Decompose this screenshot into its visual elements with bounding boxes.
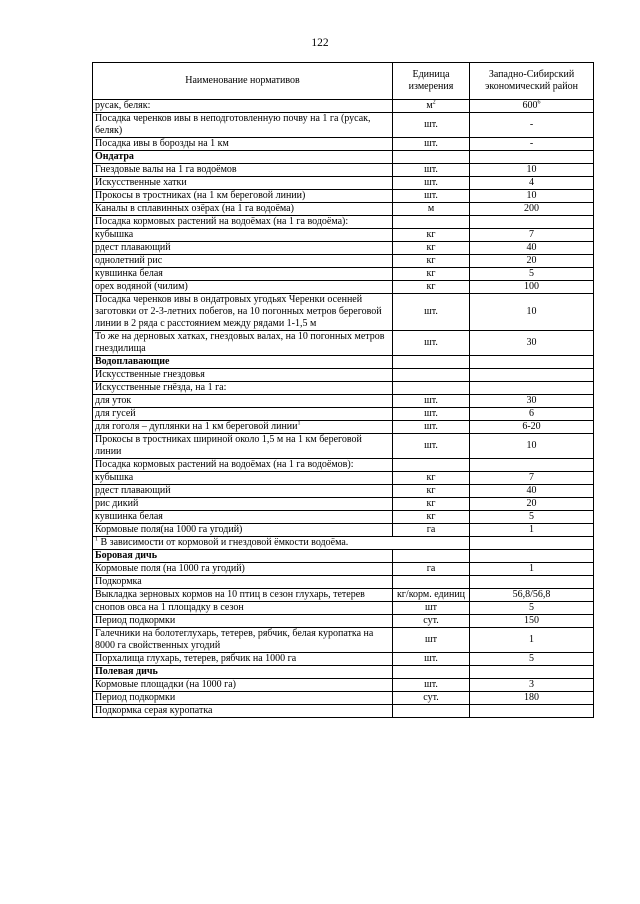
- value-cell: [470, 511, 594, 524]
- norm-name-text: Посадка черенков ивы в ондатровых угодьях Черенки осенней заготовки от 2-3-летних побегов, на 10 погонных метров береговой линии в 2 ряда с расстоянием между рядами 1-1,5 м: [95, 294, 382, 329]
- section-row: [93, 356, 594, 369]
- value-text: 5: [529, 602, 534, 613]
- value-cell: [470, 281, 594, 294]
- value-cell: [470, 100, 594, 113]
- norm-name-text: Искусственные гнёзда, на 1 га:: [95, 382, 227, 393]
- norm-name-text: для уток: [95, 395, 132, 406]
- value-cell: [470, 151, 594, 164]
- unit-cell: [393, 331, 470, 356]
- norm-name-text: Прокосы в тростниках шириной около 1,5 м на 1 км береговой линии: [95, 434, 362, 457]
- norm-name-text: кубышка: [95, 472, 134, 483]
- unit-text: шт.: [424, 395, 438, 406]
- unit-text: шт.: [424, 679, 438, 690]
- value-text: 6: [529, 408, 534, 419]
- value-text: 180: [524, 692, 539, 703]
- unit-text: м: [427, 203, 435, 214]
- footnote-ref: 1: [297, 420, 301, 427]
- value-text: 1: [529, 634, 534, 645]
- table-row: [93, 563, 594, 576]
- norm-name-text: рдест плавающий: [95, 485, 171, 496]
- section-title: [93, 550, 393, 563]
- norm-name-text: рис дикий: [95, 498, 139, 509]
- value-cell: [470, 255, 594, 268]
- value-cell: [470, 666, 594, 679]
- table-row: [93, 369, 594, 382]
- table-row: [93, 705, 594, 718]
- table-row: [93, 268, 594, 281]
- value-text: 1: [529, 524, 534, 535]
- value-cell: [470, 138, 594, 151]
- value-cell: [470, 628, 594, 653]
- table-row: [93, 434, 594, 459]
- norm-name: [93, 602, 393, 615]
- table-row: [93, 281, 594, 294]
- footnote-empty-cell: [470, 537, 594, 550]
- norm-name: [93, 164, 393, 177]
- norm-name-text: Подкормка серая куропатка: [95, 705, 213, 716]
- unit-cell: [393, 550, 470, 563]
- section-row: [93, 550, 594, 563]
- norm-name-text: Водоплавающие: [95, 356, 170, 367]
- unit-cell: [393, 485, 470, 498]
- norm-name-text: Полевая дичь: [95, 666, 158, 677]
- value-cell: [470, 190, 594, 203]
- unit-text: га: [426, 563, 436, 574]
- norm-name: [93, 628, 393, 653]
- value-text: 10: [526, 306, 537, 317]
- unit-text: шт.: [424, 421, 438, 432]
- unit-text: шт.: [424, 653, 438, 664]
- unit-cell: [393, 113, 470, 138]
- value-superscript: 6: [537, 99, 541, 106]
- footnote-label: В зависимости от кормовой и гнездовой ёмкости водоёма.: [98, 537, 349, 548]
- value-text: 20: [526, 498, 537, 509]
- table-row: [93, 138, 594, 151]
- norm-name-text: Каналы в сплавинных озёрах (на 1 га водоёма): [95, 203, 294, 214]
- unit-cell: [393, 281, 470, 294]
- value-text: 200: [524, 203, 539, 214]
- table-body: [93, 100, 594, 718]
- unit-cell: [393, 229, 470, 242]
- value-cell: [470, 331, 594, 356]
- unit-text: шт.: [424, 408, 438, 419]
- unit-cell: [393, 164, 470, 177]
- norm-name: [93, 679, 393, 692]
- norm-name-text: для гоголя – дуплянки на 1 км береговой линии: [95, 421, 298, 432]
- table-row: [93, 628, 594, 653]
- value-cell: [470, 705, 594, 718]
- norm-name: [93, 524, 393, 537]
- value-cell: [470, 356, 594, 369]
- unit-cell: [393, 459, 470, 472]
- unit-cell: [393, 524, 470, 537]
- norm-name-text: Кормовые поля(на 1000 га угодий): [95, 524, 243, 535]
- norm-name: [93, 331, 393, 356]
- norm-name: [93, 190, 393, 203]
- table-row: [93, 653, 594, 666]
- norm-name: [93, 511, 393, 524]
- table-row: [93, 459, 594, 472]
- unit-text: кг: [426, 268, 436, 279]
- unit-cell: [393, 408, 470, 421]
- unit-cell: [393, 434, 470, 459]
- norm-name-text: Период подкормки: [95, 615, 176, 626]
- unit-text: кг: [426, 498, 436, 509]
- value-cell: [470, 421, 594, 434]
- table-row: [93, 242, 594, 255]
- unit-cell: [393, 138, 470, 151]
- value-text: 6-20: [522, 421, 541, 432]
- unit-cell: [393, 679, 470, 692]
- value-cell: [470, 113, 594, 138]
- table-row: [93, 511, 594, 524]
- norm-name-text: рдест плавающий: [95, 242, 171, 253]
- value-text: 1: [529, 563, 534, 574]
- table-row: [93, 498, 594, 511]
- unit-text: кг/корм. единиц: [396, 589, 466, 600]
- table-row: [93, 589, 594, 602]
- value-text: 20: [526, 255, 537, 266]
- norm-name: [93, 421, 393, 434]
- norm-name: [93, 177, 393, 190]
- value-cell: [470, 498, 594, 511]
- table-row: [93, 395, 594, 408]
- norm-name: [93, 242, 393, 255]
- value-cell: [470, 550, 594, 563]
- footnote-text: [93, 537, 470, 550]
- section-row: [93, 151, 594, 164]
- value-cell: [470, 164, 594, 177]
- norm-name-text: Искусственные хатки: [95, 177, 187, 188]
- norm-name-text: То же на дерновых хатках, гнездовых валах, на 10 погонных метров гнездилища: [95, 331, 385, 354]
- value-cell: [470, 268, 594, 281]
- value-cell: [470, 242, 594, 255]
- norm-name: [93, 485, 393, 498]
- norm-name-text: Посадка черенков ивы в неподготовленную почву на 1 га (русак, беляк): [95, 113, 371, 136]
- value-text: 5: [529, 511, 534, 522]
- table-row: [93, 524, 594, 537]
- unit-text: шт.: [424, 190, 438, 201]
- value-cell: [470, 472, 594, 485]
- norm-name-text: Ондатра: [95, 151, 134, 162]
- norm-name: [93, 705, 393, 718]
- value-text: 5: [529, 268, 534, 279]
- value-text: 40: [526, 242, 537, 253]
- value-text: 150: [524, 615, 539, 626]
- page-number: 122: [311, 37, 329, 49]
- table-row: [93, 408, 594, 421]
- unit-cell: [393, 705, 470, 718]
- table-row: [93, 190, 594, 203]
- header-name: Наименование нормативов: [93, 63, 393, 100]
- norm-name: [93, 563, 393, 576]
- unit-text: кг: [426, 511, 436, 522]
- unit-cell: [393, 576, 470, 589]
- unit-text: шт.: [424, 440, 438, 451]
- norm-name-text: Кормовые площадки (на 1000 га): [95, 679, 236, 690]
- unit-cell: [393, 382, 470, 395]
- unit-cell: [393, 395, 470, 408]
- section-title: [93, 356, 393, 369]
- norm-name-text: Выкладка зерновых кормов на 10 птиц в сезон глухарь, тетерев: [95, 589, 365, 600]
- norm-name-text: Прокосы в тростниках (на 1 км береговой линии): [95, 190, 306, 201]
- unit-text: сут.: [423, 615, 439, 626]
- norm-name: [93, 589, 393, 602]
- value-cell: [470, 177, 594, 190]
- norm-name: [93, 294, 393, 331]
- unit-cell: [393, 294, 470, 331]
- unit-cell: [393, 589, 470, 602]
- unit-cell: [393, 268, 470, 281]
- norm-name-text: Посадка ивы в борозды на 1 км: [95, 138, 229, 149]
- norm-name: [93, 281, 393, 294]
- norm-name: [93, 653, 393, 666]
- value-cell: [470, 216, 594, 229]
- table-row: [93, 331, 594, 356]
- footnote-row: [93, 537, 594, 550]
- table-row: [93, 485, 594, 498]
- unit-cell: [393, 421, 470, 434]
- unit-text: кг: [426, 472, 436, 483]
- norm-name: [93, 459, 393, 472]
- unit-cell: [393, 563, 470, 576]
- norm-name-text: Кормовые поля (на 1000 га угодий): [95, 563, 245, 574]
- unit-cell: [393, 628, 470, 653]
- value-text: 600: [522, 100, 538, 111]
- norm-name: [93, 615, 393, 628]
- value-cell: [470, 589, 594, 602]
- unit-cell: [393, 100, 470, 113]
- norm-name-text: Подкормка: [95, 576, 142, 587]
- norm-name: [93, 100, 393, 113]
- section-title: [93, 151, 393, 164]
- value-cell: [470, 459, 594, 472]
- unit-cell: [393, 356, 470, 369]
- value-cell: [470, 408, 594, 421]
- unit-text: шт.: [424, 306, 438, 317]
- value-text: 30: [526, 395, 537, 406]
- norm-name-text: Период подкормки: [95, 692, 176, 703]
- norm-name: [93, 472, 393, 485]
- value-text: 5: [529, 653, 534, 664]
- norm-name-text: Посадка кормовых растений на водоёмах (на 1 га водоёма):: [95, 216, 349, 227]
- norm-name-text: кувшинка белая: [95, 268, 163, 279]
- unit-cell: [393, 692, 470, 705]
- unit-text: кг: [426, 281, 436, 292]
- value-cell: [470, 653, 594, 666]
- unit-cell: [393, 602, 470, 615]
- unit-cell: [393, 190, 470, 203]
- value-text: -: [529, 138, 534, 149]
- unit-text: шт.: [424, 138, 438, 149]
- unit-text: шт.: [424, 119, 438, 130]
- norm-name-text: орех водяной (чилим): [95, 281, 188, 292]
- footnote-marker: 1: [95, 536, 98, 543]
- value-text: 10: [526, 440, 537, 451]
- value-cell: [470, 382, 594, 395]
- value-cell: [470, 615, 594, 628]
- value-text: 40: [526, 485, 537, 496]
- norm-name-text: Гнездовые валы на 1 га водоёмов: [95, 164, 237, 175]
- table-row: [93, 113, 594, 138]
- norm-name: [93, 113, 393, 138]
- unit-text: кг: [426, 242, 436, 253]
- norm-name-text: однолетний рис: [95, 255, 163, 266]
- value-cell: [470, 395, 594, 408]
- norm-name-text: русак, беляк:: [95, 100, 151, 111]
- section-title: [93, 666, 393, 679]
- norm-name: [93, 498, 393, 511]
- norm-name: [93, 255, 393, 268]
- unit-text: шт.: [424, 164, 438, 175]
- norm-name-text: Галечники на болотеглухарь, тетерев, рябчик, белая куропатка на 8000 га свойственных угодий: [95, 628, 374, 651]
- unit-text: шт: [424, 602, 438, 613]
- norm-name-text: Искусственные гнездовья: [95, 369, 205, 380]
- table-row: [93, 229, 594, 242]
- unit-cell: [393, 151, 470, 164]
- unit-text: кг: [426, 255, 436, 266]
- value-text: 4: [529, 177, 534, 188]
- norm-name: [93, 382, 393, 395]
- norm-name: [93, 268, 393, 281]
- value-cell: [470, 203, 594, 216]
- unit-cell: [393, 666, 470, 679]
- value-text: -: [529, 119, 534, 130]
- norm-name-text: кувшинка белая: [95, 511, 163, 522]
- value-cell: [470, 602, 594, 615]
- norm-name: [93, 138, 393, 151]
- norms-table: [92, 62, 594, 718]
- unit-text: шт.: [424, 337, 438, 348]
- table-row: [93, 203, 594, 216]
- unit-cell: [393, 653, 470, 666]
- table-row: [93, 100, 594, 113]
- value-text: 7: [529, 229, 534, 240]
- value-text: 30: [526, 337, 537, 348]
- norm-name-text: Порхалища глухарь, тетерев, рябчик на 1000 га: [95, 653, 297, 664]
- norm-name: [93, 692, 393, 705]
- value-text: 10: [526, 164, 537, 175]
- table-row: [93, 615, 594, 628]
- value-text: 3: [529, 679, 534, 690]
- value-cell: [470, 434, 594, 459]
- unit-text: шт: [424, 634, 438, 645]
- norm-name: [93, 576, 393, 589]
- header-region: Западно-Сибирский экономический район: [470, 63, 594, 100]
- table-row: [93, 421, 594, 434]
- unit-text: кг: [426, 485, 436, 496]
- value-text: 100: [524, 281, 539, 292]
- table-row: [93, 177, 594, 190]
- unit-cell: [393, 203, 470, 216]
- unit-cell: [393, 472, 470, 485]
- unit-cell: [393, 615, 470, 628]
- unit-text: шт.: [424, 177, 438, 188]
- value-cell: [470, 524, 594, 537]
- unit-cell: [393, 255, 470, 268]
- table-row: [93, 216, 594, 229]
- value-cell: [470, 294, 594, 331]
- table-header: [93, 63, 594, 100]
- table-row: [93, 602, 594, 615]
- section-row: [93, 666, 594, 679]
- unit-text: га: [426, 524, 436, 535]
- norm-name-text: кубышка: [95, 229, 134, 240]
- value-cell: [470, 576, 594, 589]
- table-row: [93, 576, 594, 589]
- unit-text: сут.: [423, 692, 439, 703]
- norm-name: [93, 369, 393, 382]
- unit-text: кг: [426, 229, 436, 240]
- unit-superscript: 2: [432, 99, 436, 106]
- value-cell: [470, 679, 594, 692]
- value-cell: [470, 692, 594, 705]
- value-cell: [470, 369, 594, 382]
- norm-name: [93, 229, 393, 242]
- table-row: [93, 294, 594, 331]
- table-row: [93, 382, 594, 395]
- value-text: 56,8/56,8: [512, 589, 551, 600]
- norm-name-text: снопов овса на 1 площадку в сезон: [95, 602, 244, 613]
- norm-name-text: Боровая дичь: [95, 550, 157, 561]
- table-row: [93, 164, 594, 177]
- value-text: 10: [526, 190, 537, 201]
- unit-cell: [393, 498, 470, 511]
- table-row: [93, 472, 594, 485]
- unit-cell: [393, 369, 470, 382]
- unit-cell: [393, 216, 470, 229]
- table-row: [93, 679, 594, 692]
- value-text: 7: [529, 472, 534, 483]
- norm-name: [93, 408, 393, 421]
- norm-name: [93, 434, 393, 459]
- header-unit: Единица измерения: [393, 63, 470, 100]
- table-row: [93, 255, 594, 268]
- table-row: [93, 692, 594, 705]
- norm-name: [93, 203, 393, 216]
- header-row: [93, 63, 594, 100]
- norm-name: [93, 216, 393, 229]
- norm-name-text: Посадка кормовых растений на водоёмах (на 1 га водоёмов):: [95, 459, 354, 470]
- norm-name-text: для гусей: [95, 408, 136, 419]
- value-cell: [470, 485, 594, 498]
- unit-text: м: [426, 100, 433, 111]
- value-cell: [470, 229, 594, 242]
- unit-cell: [393, 177, 470, 190]
- unit-cell: [393, 242, 470, 255]
- norm-name: [93, 395, 393, 408]
- value-cell: [470, 563, 594, 576]
- unit-cell: [393, 511, 470, 524]
